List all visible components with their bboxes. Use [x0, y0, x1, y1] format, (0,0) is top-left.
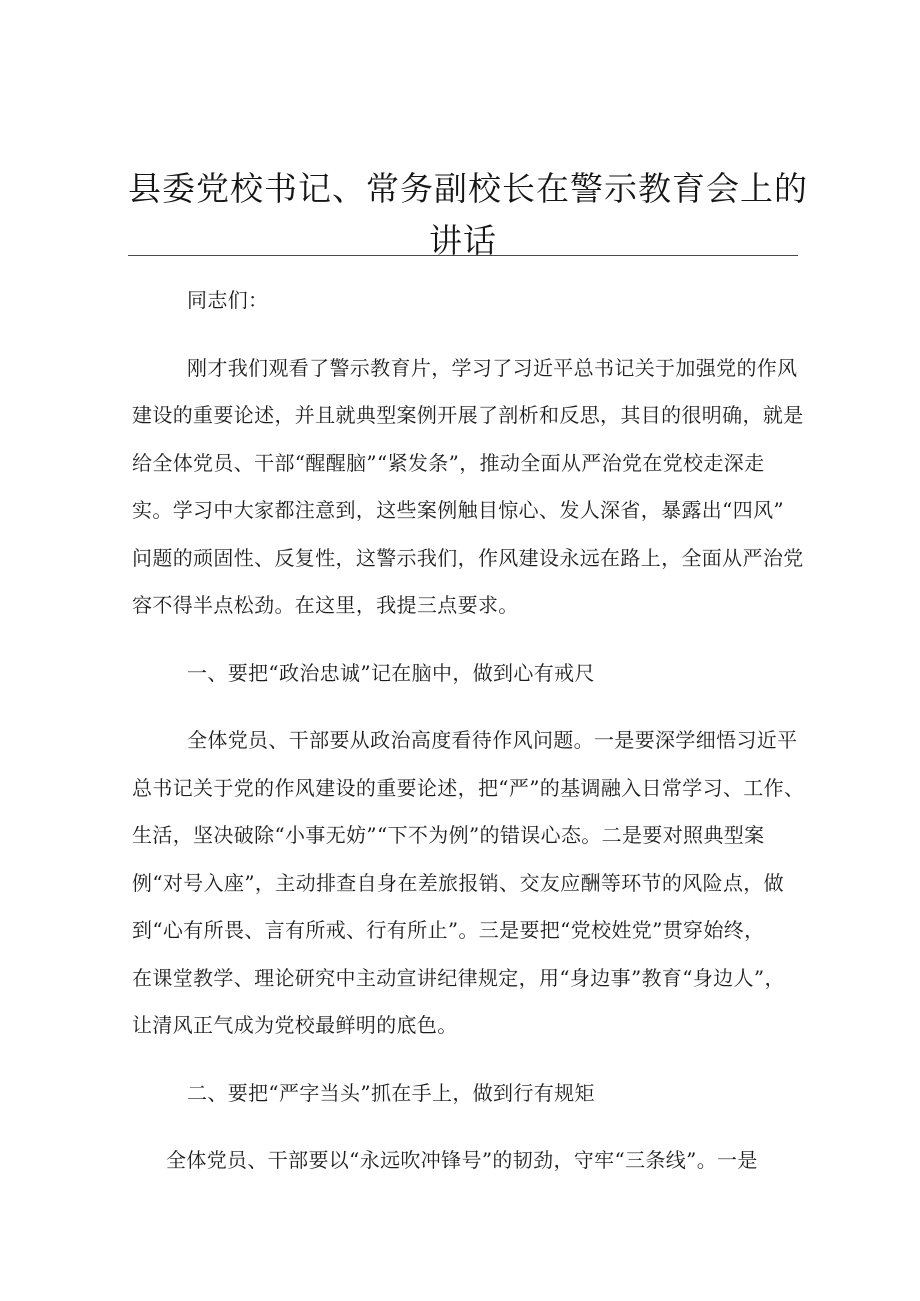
title-underline [128, 255, 798, 256]
paragraph-line: 总书记关于党的作风建设的重要论述，把“严”的基调融入日常学习、工作、 [132, 775, 805, 800]
paragraph-line: 刚才我们观看了警示教育片，学习了习近平总书记关于加强党的作风 [187, 355, 798, 380]
paragraph-gap [132, 1050, 794, 1070]
paragraph-gap [132, 1117, 794, 1137]
paragraph-line: 给全体党员、干部“醒醒脑”“紧发条”，推动全面从严治党在党校走深走 [132, 450, 765, 475]
paragraph-line: 全体党员、干部要以“永远吹冲锋号”的韧劲，守牢“三条线”。一是 [166, 1148, 758, 1172]
section-heading-2 [132, 1070, 794, 1118]
document-body [132, 277, 805, 1185]
paragraph-line: 在课堂教学、理论研究中主动宣讲纪律规定，用“身边事”教育“身边人”， [132, 965, 785, 990]
paragraph-line: 让清风正气成为党校最鲜明的底色。 [132, 1013, 458, 1037]
paragraph-gap [132, 697, 794, 717]
salutation [132, 277, 794, 325]
section-heading-text: 一、要把“政治忠诚”记在脑中，做到心有戒尺 [187, 660, 595, 685]
paragraph-gap [132, 630, 794, 650]
paragraph-line: 到“心有所畏、言有所戒、行有所止”。三是要把“党校姓党”贯穿始终， [132, 918, 765, 942]
paragraph-line: 生活，坚决破除“小事无妨”“下不为例”的错误心态。二是要对照典型案 [132, 823, 765, 847]
paragraph-section-2 [132, 1137, 794, 1185]
paragraph-intro [132, 345, 804, 630]
paragraph-line: 建设的重要论述，并且就典型案例开展了剖析和反思，其目的很明确，就是 [132, 403, 804, 427]
paragraph-line: 全体党员、干部要从政治高度看待作风问题。一是要深学细悟习近平 [187, 728, 798, 752]
salutation-text: 同志们： [187, 288, 269, 312]
paragraph-section-1 [132, 717, 805, 1050]
paragraph-line: 实。学习中大家都注意到，这些案例触目惊心、发人深省，暴露出“四风” [132, 498, 784, 522]
section-heading-1 [132, 650, 794, 698]
document-title [128, 163, 808, 267]
paragraph-line: 问题的顽固性、反复性，这警示我们，作风建设永远在路上，全面从严治党 [132, 545, 804, 570]
paragraph-line: 例“对号入座”，主动排查自身在差旅报销、交友应酬等环节的风险点，做 [132, 870, 784, 895]
paragraph-line: 容不得半点松劲。在这里，我提三点要求。 [132, 593, 519, 617]
title-line-2: 讲话 [429, 221, 497, 260]
section-heading-text: 二、要把“严字当头”抓在手上，做到行有规矩 [187, 1080, 595, 1105]
title-line-1: 县委党校书记、常务副校长在警示教育会上的 [128, 169, 808, 208]
paragraph-gap [132, 325, 794, 345]
